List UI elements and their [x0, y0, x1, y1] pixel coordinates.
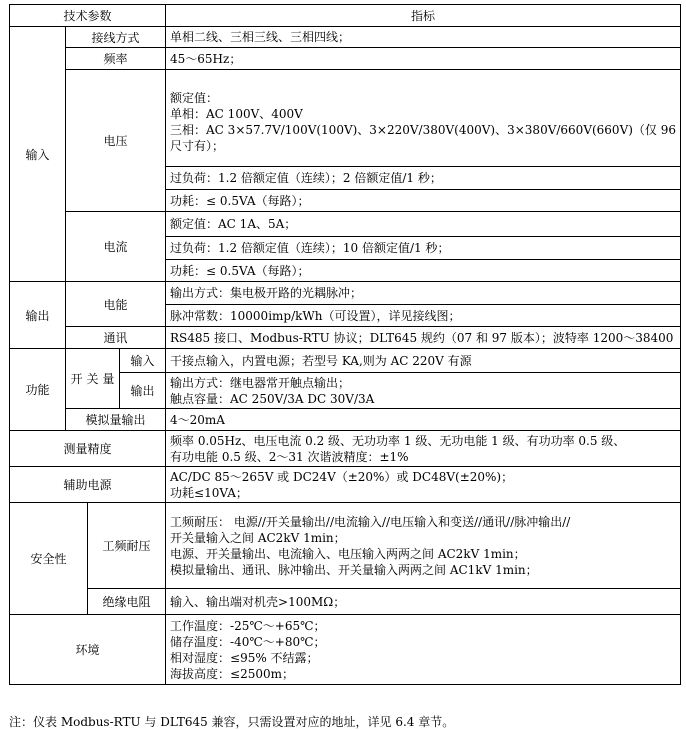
accuracy-label: 测量精度: [10, 431, 166, 467]
analog-label: 模拟量输出: [66, 409, 166, 431]
output-group-label: 输出: [10, 282, 66, 349]
current-power: 功耗：≤ 0.5VA（每路）；: [166, 260, 681, 282]
footnote: 注：仪表 Modbus-RTU 与 DLT645 兼容，只需设置对应的地址，详见 6.4 章节。: [9, 715, 455, 729]
switch-label-char: 关: [86, 371, 99, 386]
environment-line: 海拔高度：≤2500m；: [170, 666, 294, 681]
comm-label: 通讯: [66, 327, 166, 349]
voltage-rated: [166, 70, 681, 167]
withstand-line: 模拟量输出、通讯、脉冲输出、开关量输入两两之间 AC1kV 1min；: [170, 562, 538, 577]
withstand-line: 工频耐压： 电源//开关量输出//电流输入//电压输入和变送//通讯//脉冲输出//: [170, 514, 571, 529]
withstand-value: [166, 503, 681, 589]
switch-label-char: 量: [102, 371, 115, 386]
current-label: 电流: [66, 212, 166, 282]
table-row: [10, 48, 681, 70]
frequency-label: 频率: [66, 48, 166, 70]
table-row: [10, 349, 681, 373]
spec-table: [9, 4, 681, 685]
switch-label: [66, 349, 120, 409]
insulation-value: 输入、输出端对机壳>100MΩ；: [166, 589, 681, 615]
voltage-rated-line: 三相：AC 3×57.7V/100V(100V)、3×220V/380V(400V)、3×380V/660V(660V)（仅 96: [170, 123, 676, 137]
energy-constant: 脉冲常数：10000imp/kWh（可设置），详见接线图；: [166, 305, 681, 327]
input-group-label: 输入: [10, 27, 66, 282]
table-row: [10, 431, 681, 467]
frequency-value: 45～65Hz；: [166, 48, 681, 70]
table-row: [10, 282, 681, 305]
function-group-label: 功能: [10, 349, 66, 431]
table-row: [10, 70, 681, 167]
accuracy-line: 频率 0.05Hz、电压电流 0.2 级、无功功率 1 级、无功电能 1 级、有功功率 0.5 级、: [170, 433, 626, 448]
current-rated: 额定值：AC 1A、5A；: [166, 212, 681, 237]
withstand-line: 电源、开关量输出、电流输入、电压输入两两之间 AC2kV 1min；: [170, 546, 526, 561]
table-row: [10, 615, 681, 685]
accuracy-value: [166, 431, 681, 467]
table-row: [10, 409, 681, 431]
voltage-rated-line: 额定值：: [170, 91, 219, 105]
voltage-label: 电压: [66, 70, 166, 212]
voltage-rated-line: 单相：AC 100V、400V: [170, 107, 303, 121]
table-row: [10, 212, 681, 237]
header-param: 技术参数: [10, 5, 166, 27]
wiring-label: 接线方式: [66, 27, 166, 48]
table-header-row: [10, 5, 681, 27]
safety-group-label: 安全性: [10, 503, 88, 615]
table-row: [10, 503, 681, 589]
table-row: [10, 467, 681, 503]
environment-line: 工作温度：-25℃～+65℃；: [170, 618, 326, 633]
table-row: [10, 27, 681, 48]
wiring-value: 单相二线、三相三线、三相四线；: [166, 27, 681, 48]
accuracy-line: 有功电能 0.5 级、2～31 次谐波精度：±1%: [170, 449, 409, 464]
table-row: [10, 589, 681, 615]
environment-line: 相对湿度：≤95% 不结露；: [170, 650, 319, 665]
analog-value: 4～20mA: [166, 409, 681, 431]
current-overload: 过负荷：1.2 倍额定值（连续）；10 倍额定值/1 秒；: [166, 237, 681, 260]
aux-power-line: 功耗≤10VA；: [170, 485, 248, 500]
environment-value: [166, 615, 681, 685]
comm-value: RS485 接口、Modbus-RTU 协议；DLT645 规约（07 和 97 版本）；波特率 1200～38400: [166, 327, 681, 349]
aux-power-line: AC/DC 85～265V 或 DC24V（±20%）或 DC48V(±20%)；: [170, 469, 514, 484]
voltage-overload: 过负荷：1.2 倍额定值（连续）；2 倍额定值/1 秒；: [166, 167, 681, 190]
environment-line: 储存温度：-40℃～+80℃；: [170, 634, 326, 649]
switch-label-char: 开: [70, 371, 83, 386]
table-row: [10, 327, 681, 349]
energy-mode: 输出方式：集电极开路的光耦脉冲；: [166, 282, 681, 305]
environment-label: 环境: [10, 615, 166, 685]
switch-input-label: 输入: [120, 349, 166, 373]
voltage-rated-line: 尺寸有）；: [170, 139, 225, 153]
energy-label: 电能: [66, 282, 166, 327]
switch-output-line: 输出方式：继电器常开触点输出；: [170, 375, 351, 390]
withstand-label: 工频耐压: [88, 503, 166, 589]
insulation-label: 绝缘电阻: [88, 589, 166, 615]
header-index: 指标: [166, 5, 681, 27]
switch-output-value: [166, 373, 681, 409]
switch-output-label: 输出: [120, 373, 166, 409]
aux-power-value: [166, 467, 681, 503]
withstand-line: 开关量输入之间 AC2kV 1min；: [170, 530, 346, 545]
switch-input-value: 干接点输入，内置电源；若型号 KA,则为 AC 220V 有源: [166, 349, 681, 373]
voltage-power: 功耗：≤ 0.5VA（每路）；: [166, 190, 681, 212]
switch-output-line: 触点容量：AC 250V/3A DC 30V/3A: [170, 391, 375, 406]
aux-power-label: 辅助电源: [10, 467, 166, 503]
